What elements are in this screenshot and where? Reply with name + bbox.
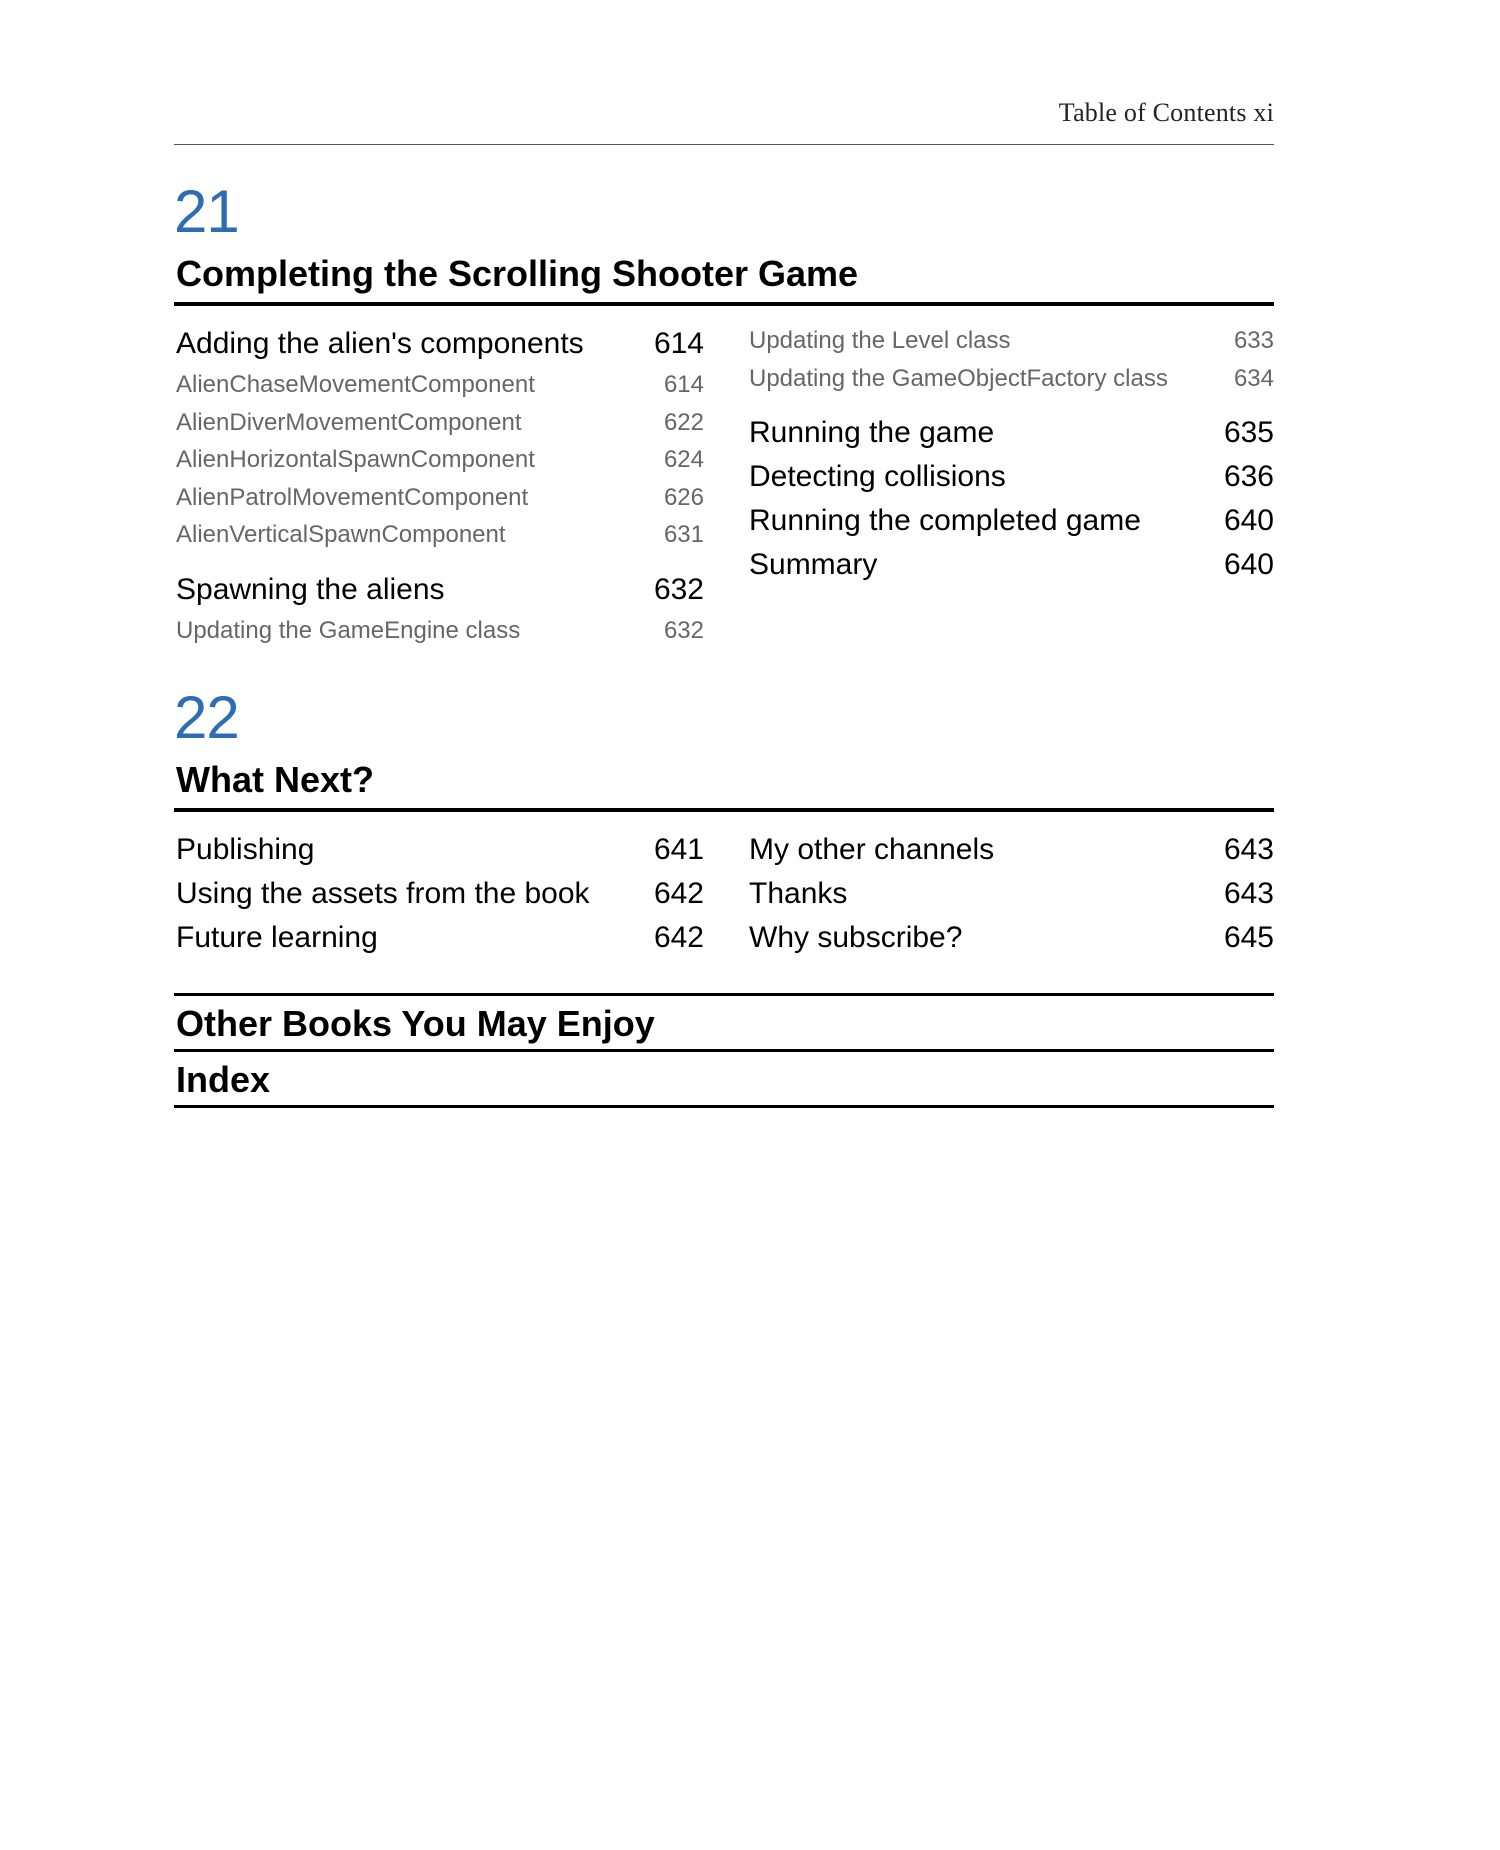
running-title: Table of Contents xi	[1058, 98, 1274, 127]
toc-entry[interactable]: Spawning the aliens 632	[176, 572, 704, 606]
page-header	[174, 96, 1274, 145]
toc-entry[interactable]: Running the game 635	[749, 416, 1274, 449]
toc-entry[interactable]: Publishing 641	[176, 833, 704, 866]
toc-subentry[interactable]: AlienPatrolMovementComponent 626	[176, 483, 704, 511]
toc-entry[interactable]: Running the completed game 640	[749, 504, 1274, 537]
toc-subentry[interactable]: Updating the GameObjectFactory class 634	[749, 364, 1274, 392]
toc-subentry[interactable]: Updating the Level class 633	[749, 327, 1274, 354]
toc-entry[interactable]: Thanks 643	[749, 877, 1274, 910]
chapter-number: 21	[174, 178, 239, 245]
toc-entry[interactable]: Adding the alien's components 614	[176, 327, 704, 360]
chapter-title: What Next?	[174, 748, 1274, 812]
chapter-number: 22	[174, 684, 239, 751]
toc-entry[interactable]: Future learning 642	[176, 921, 704, 954]
toc-subentry[interactable]: AlienDiverMovementComponent 622	[176, 408, 704, 436]
toc-subentry[interactable]: AlienVerticalSpawnComponent 631	[176, 521, 704, 548]
toc-entry[interactable]: My other channels 643	[749, 833, 1274, 866]
toc-subentry[interactable]: AlienHorizontalSpawnComponent 624	[176, 446, 704, 473]
toc-column-left	[176, 322, 704, 649]
toc-entry[interactable]: Why subscribe? 645	[749, 921, 1274, 954]
back-matter-index[interactable]: Index	[176, 1059, 271, 1100]
chapter-title: Completing the Scrolling Shooter Game	[174, 242, 1274, 306]
toc-subentry[interactable]: Updating the GameEngine class 632	[176, 616, 704, 644]
toc-entry[interactable]: Detecting collisions 636	[749, 460, 1274, 493]
divider	[174, 1105, 1274, 1108]
toc-entry[interactable]: Using the assets from the book 642	[176, 877, 704, 910]
toc-column-left	[176, 828, 704, 960]
back-matter-other-books[interactable]: Other Books You May Enjoy	[176, 1003, 655, 1044]
toc-entry[interactable]: Summary 640	[749, 548, 1274, 581]
toc-column-right	[749, 322, 1274, 587]
chapter-21	[174, 178, 1274, 662]
toc-subentry[interactable]: AlienChaseMovementComponent 614	[176, 371, 704, 398]
toc-column-right	[749, 828, 1274, 960]
chapter-22	[174, 684, 1274, 968]
